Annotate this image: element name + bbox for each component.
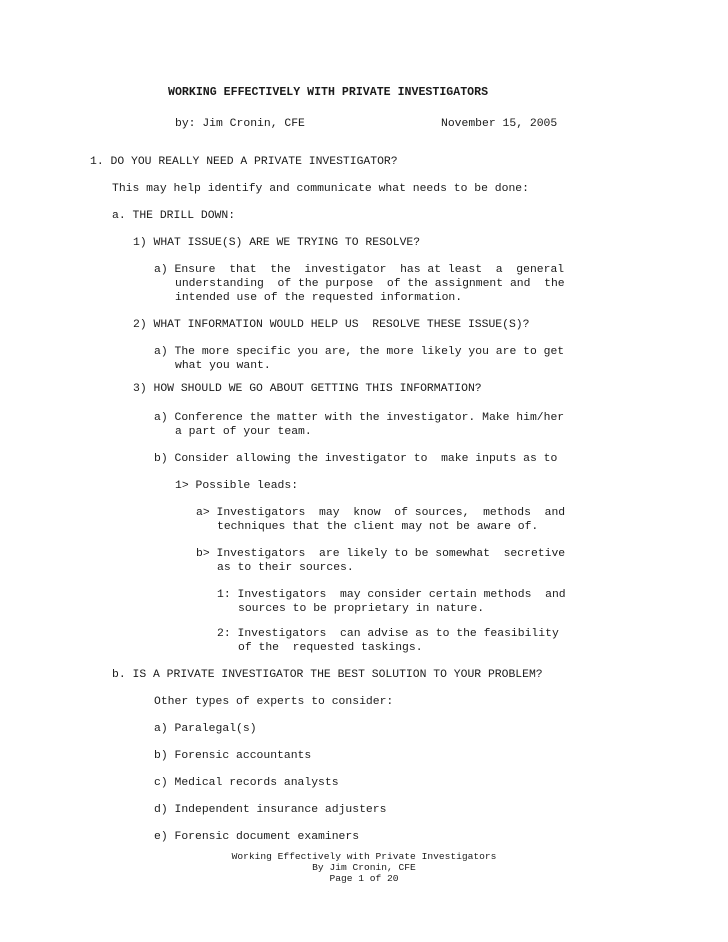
question-2: 2) WHAT INFORMATION WOULD HELP US RESOLVE THESE ISSUE(S)? xyxy=(133,319,530,331)
list-intro: Other types of experts to consider: xyxy=(154,696,394,708)
list-item-continuation: sources to be proprietary in nature. xyxy=(238,603,485,615)
question-3: 3) HOW SHOULD WE GO ABOUT GETTING THIS INFORMATION? xyxy=(133,383,482,395)
list-item-continuation: a part of your team. xyxy=(175,426,312,438)
question-1: 1) WHAT ISSUE(S) ARE WE TRYING TO RESOLVE? xyxy=(133,237,421,249)
list-item: a) Ensure that the investigator has at least a general xyxy=(154,264,565,276)
list-item-continuation: understanding of the purpose of the assignment and the xyxy=(175,278,565,290)
list-item: 1> Possible leads: xyxy=(175,480,299,492)
list-item: 2: Investigators can advise as to the feasibility xyxy=(217,628,559,640)
section-intro: This may help identify and communicate what needs to be done: xyxy=(112,183,529,195)
list-item: b> Investigators are likely to be somewhat secretive xyxy=(196,548,566,560)
list-item: b) Forensic accountants xyxy=(154,750,312,762)
subsection-heading: a. THE DRILL DOWN: xyxy=(112,210,236,222)
list-item-continuation: what you want. xyxy=(175,360,271,372)
document-title: WORKING EFFECTIVELY WITH PRIVATE INVESTIGATORS xyxy=(168,86,489,99)
list-item: a) Conference the matter with the investigator. Make him/her xyxy=(154,412,565,424)
list-item: d) Independent insurance adjusters xyxy=(154,804,387,816)
footer-author: By Jim Cronin, CFE xyxy=(312,862,416,873)
list-item: e) Forensic document examiners xyxy=(154,831,360,843)
list-item-continuation: as to their sources. xyxy=(217,562,354,574)
list-item: c) Medical records analysts xyxy=(154,777,339,789)
list-item: a) The more specific you are, the more likely you are to get xyxy=(154,346,565,358)
list-item: a> Investigators may know of sources, methods and xyxy=(196,507,566,519)
list-item: b) Consider allowing the investigator to make inputs as to xyxy=(154,453,558,465)
footer-title: Working Effectively with Private Investigators xyxy=(231,851,497,862)
document-date: November 15, 2005 xyxy=(441,118,558,130)
list-item: a) Paralegal(s) xyxy=(154,723,257,735)
list-item-continuation: techniques that the client may not be aware of. xyxy=(217,521,539,533)
list-item-continuation: of the requested taskings. xyxy=(238,642,423,654)
page-number: Page 1 of 20 xyxy=(329,873,399,884)
subsection-heading: b. IS A PRIVATE INVESTIGATOR THE BEST SOLUTION TO YOUR PROBLEM? xyxy=(112,669,543,681)
list-item-continuation: intended use of the requested information. xyxy=(175,292,463,304)
section-heading: 1. DO YOU REALLY NEED A PRIVATE INVESTIGATOR? xyxy=(90,156,398,168)
list-item: 1: Investigators may consider certain methods and xyxy=(217,589,566,601)
author-byline: by: Jim Cronin, CFE xyxy=(175,118,305,130)
